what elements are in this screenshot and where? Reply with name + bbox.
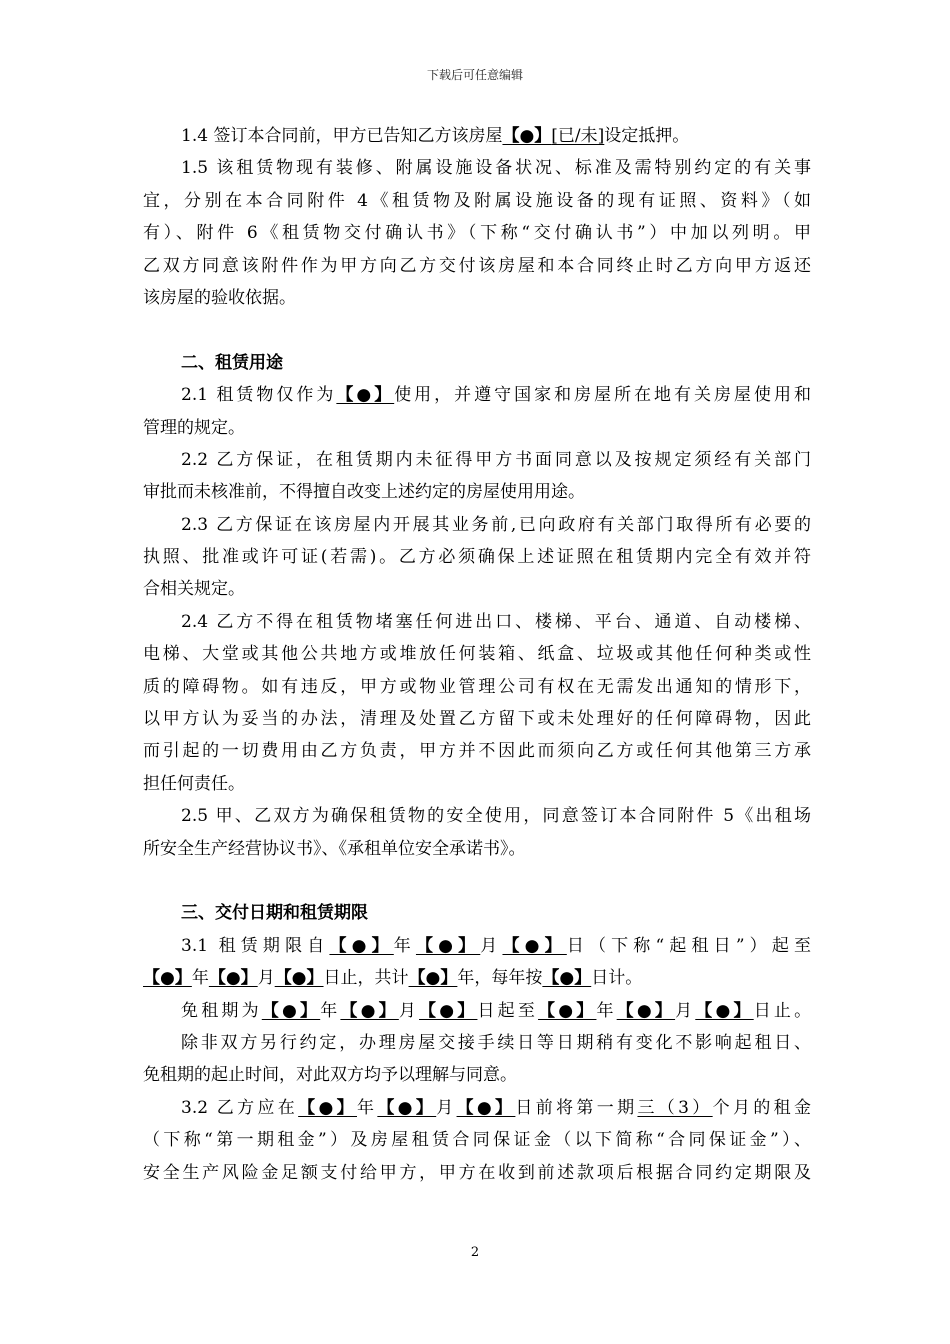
text-line [143, 250, 811, 282]
text-line [143, 1027, 811, 1059]
fill-in-blank: 【●】 [542, 968, 592, 989]
text-line [143, 185, 811, 217]
text-line [143, 476, 811, 508]
text-run: 担任何责任。 [143, 773, 245, 794]
text-run: 质的障碍物。如有违反，甲方或物业管理公司有权在无需发出通知的情形下， [143, 676, 811, 697]
fill-in-blank: 三（3） [637, 1097, 713, 1118]
text-run: 设定抵押。 [604, 126, 690, 146]
fill-in-blank: 【●】 [261, 1000, 321, 1021]
text-run: 2.3 乙方保证在该房屋内开展其业务前,已向政府有关部门取得所有必要的 [181, 514, 811, 535]
text-run: 使用，并遵守国家和房屋所在地有关房屋使用和 [394, 385, 811, 406]
document-body [143, 120, 811, 1189]
text-run: 日前将第一期 [515, 1097, 638, 1118]
text-run: 该房屋的验收依据。 [143, 287, 296, 308]
text-run: 宜，分别在本合同附件 4《租赁物及附属设施设备的现有证照、资料》（如 [143, 190, 811, 211]
text-run: 除非双方另行约定，办理房屋交接手续日等日期稍有变化不影响起租日、 [181, 1032, 811, 1053]
text-run: 年 [357, 1097, 378, 1118]
text-run: 2.1 租赁物仅作为 [181, 385, 337, 406]
text-run: 年 [393, 935, 416, 956]
text-run: 2.5 甲、乙双方为确保租赁物的安全使用，同意签订本合同附件 5《出租场 [181, 806, 811, 827]
fill-in-blank: 【●】 [695, 1000, 754, 1021]
text-run: 乙双方同意该附件作为甲方向乙方交付该房屋和本合同终止时乙方向甲方返还 [143, 255, 811, 276]
text-line [143, 573, 811, 605]
fill-in-blank: 【●】 [274, 968, 324, 989]
fill-in-blank: 【●】 [538, 1000, 597, 1021]
fill-in-blank: 【●】 [502, 935, 567, 956]
text-line [143, 995, 811, 1027]
fill-in-blank: 【●】 [456, 1097, 516, 1118]
fill-in-blank: 【●】 [502, 126, 552, 146]
text-run: 年 [320, 1000, 341, 1021]
text-line [143, 152, 811, 184]
text-line [143, 379, 811, 411]
text-run: 而引起的一切费用由乙方负责，甲方并不因此而须向乙方或任何其他第三方承 [143, 741, 811, 762]
text-run: （下称“第一期租金”）及房屋租赁合同保证金（以下简称“合同保证金”）、 [143, 1130, 811, 1151]
text-run: 以甲方认为妥当的办法，清理及处置乙方留下或未处理好的任何障碍物，因此 [143, 709, 811, 730]
text-run: 所安全生产经营协议书》、《承租单位安全承诺书》。 [143, 838, 526, 859]
text-run: 月 [480, 935, 503, 956]
text-run: 合相关规定。 [143, 579, 245, 600]
text-run: 1.5 该租赁物现有装修、附属设施设备状况、标准及需特别约定的有关事 [181, 158, 811, 179]
text-line [143, 509, 811, 541]
text-run: 2.2 乙方保证，在租赁期内未征得甲方书面同意以及按规定须经有关部门 [181, 449, 811, 470]
text-run: 月 [398, 1000, 420, 1021]
section-heading: 二、租赁用途 [181, 352, 283, 373]
text-run: 审批而未核准前，不得擅自改变上述约定的房屋使用用途。 [143, 482, 585, 503]
text-run: 年，每年按 [457, 968, 543, 989]
fill-in-blank: 【●】 [616, 1000, 676, 1021]
text-run: 电梯、大堂或其他公共地方或堆放任何装箱、纸盒、垃圾或其他任何种类或性 [143, 644, 811, 665]
fill-in-blank: 【●】 [408, 968, 458, 989]
fill-in-blank: 【●】 [329, 935, 394, 956]
text-run: 1.4 签订本合同前，甲方已告知乙方该房屋 [181, 126, 503, 146]
text-line [143, 930, 811, 962]
section-heading: 三、交付日期和租赁期限 [181, 903, 368, 924]
text-run: 2.4 乙方不得在租赁物堵塞任何进出口、楼梯、平台、通道、自动楼梯、 [181, 611, 811, 632]
text-run: 日起至 [477, 1000, 539, 1021]
paragraph-spacer [143, 865, 811, 897]
text-line [143, 735, 811, 767]
text-line [143, 217, 811, 249]
text-line [143, 800, 811, 832]
text-run: 月 [436, 1097, 457, 1118]
fill-in-blank: 【●】 [419, 1000, 478, 1021]
fill-in-blank: 【●】 [143, 968, 192, 989]
text-line [143, 962, 811, 994]
text-line [143, 120, 811, 152]
text-run: 月 [675, 1000, 696, 1021]
text-run: 年 [596, 1000, 617, 1021]
fill-in-blank: 【●】 [377, 1097, 437, 1118]
fill-in-blank: 【●】 [298, 1097, 357, 1118]
page-number: 2 [470, 1245, 480, 1260]
text-run: 日止，共计 [323, 968, 409, 989]
fill-in-blank: 【●】 [340, 1000, 399, 1021]
paragraph-spacer [143, 314, 811, 346]
text-line [143, 541, 811, 573]
text-line [143, 703, 811, 735]
text-run: 日（下称“起租日”）起至 [566, 935, 811, 956]
page-header: 下载后可任意编辑 [426, 68, 523, 82]
text-run: 个月的租金 [712, 1097, 811, 1118]
fill-in-blank: 【●】 [208, 968, 258, 989]
text-line [143, 671, 811, 703]
text-run: 免租期的起止时间，对此双方均予以理解与同意。 [143, 1065, 517, 1086]
fill-in-blank: 【●】 [336, 385, 395, 406]
text-run: 月 [257, 968, 275, 989]
text-run: 有）、附件 6《租赁物交付确认书》（下称“交付确认书”）中加以列明。甲 [143, 223, 811, 244]
text-line [143, 1092, 811, 1124]
fill-in-blank: 【●】 [415, 935, 481, 956]
text-run: 管理的规定。 [143, 417, 245, 438]
text-line [143, 412, 811, 444]
text-run: 3.1 租赁期限自 [181, 935, 330, 956]
text-line [143, 638, 811, 670]
text-line [143, 1124, 811, 1156]
text-run: 执照、批准或许可证(若需)。乙方必须确保上述证照在租赁期内完全有效并符 [143, 547, 811, 568]
text-run: 日止。 [753, 1000, 811, 1021]
text-run: 安全生产风险金足额支付给甲方，甲方在收到前述款项后根据合同约定期限及 [143, 1162, 811, 1183]
text-line [143, 1059, 811, 1091]
text-line [143, 768, 811, 800]
text-run: 3.2 乙方应在 [181, 1097, 299, 1118]
text-line [143, 606, 811, 638]
text-run: 免租期为 [181, 1000, 262, 1021]
text-line [143, 444, 811, 476]
text-run: 日计。 [591, 968, 643, 989]
fill-in-blank: [已/未] [551, 126, 605, 146]
text-line [143, 282, 811, 314]
text-line [143, 833, 811, 865]
text-run: 年 [191, 968, 209, 989]
text-line [143, 1157, 811, 1189]
